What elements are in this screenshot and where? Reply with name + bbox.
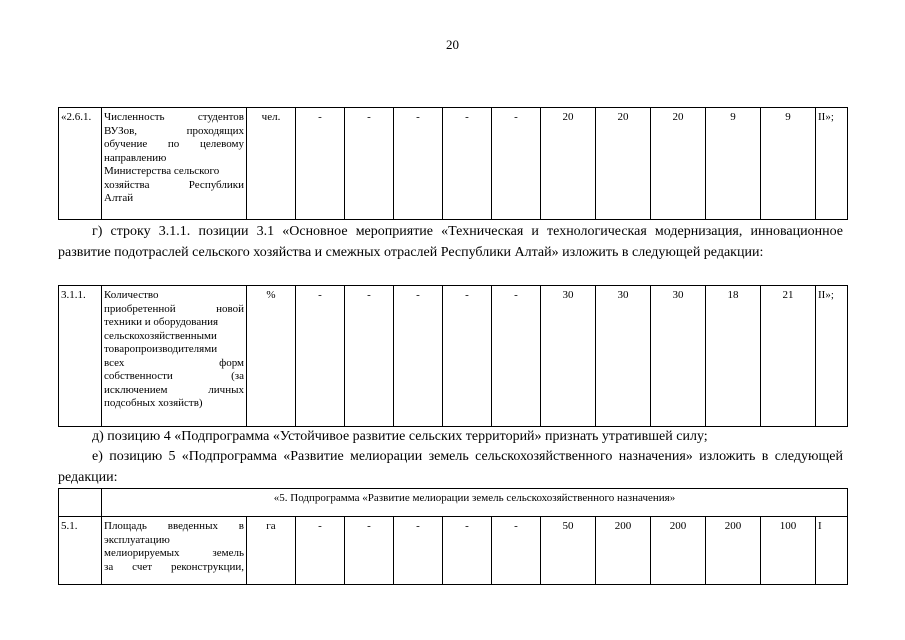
paragraph-d: д) позицию 4 «Подпрограмма «Устойчивое развитие сельских территорий» признать утратившей силу; <box>92 429 708 444</box>
value-cell: 30 <box>541 286 596 427</box>
value-cell: - <box>443 286 492 427</box>
value-cell: - <box>394 286 443 427</box>
value-cell: 9 <box>761 108 816 220</box>
value-cell: 30 <box>651 286 706 427</box>
value-cell: - <box>296 108 345 220</box>
unit-cell: % <box>247 286 296 427</box>
value-cell: 20 <box>651 108 706 220</box>
paragraph-g: г) строку 3.1.1. позиции 3.1 «Основное мероприятие «Техническая и технологическая модернизация, инновационное развитие подотраслей сельского хозяйства и смежных отраслей Республики Алтай» изложить в следующей редакции: <box>58 224 843 260</box>
value-cell: - <box>443 108 492 220</box>
indicator-name: Площадь введенных в эксплуатацию мелиорируемых земель за счет реконструкции, <box>102 517 247 585</box>
empty-cell <box>59 489 102 517</box>
page-number: 20 <box>446 37 459 52</box>
value-cell: 200 <box>651 517 706 585</box>
value-cell: 20 <box>541 108 596 220</box>
row-number: 3.1.1. <box>59 286 102 427</box>
indicator-name: Количество приобретенной новой техники и оборудования сельскохозяйственными товаропроизводителями всех форм собственности (за исключением личных подсобных хозяйств) <box>102 286 247 427</box>
value-cell: 200 <box>596 517 651 585</box>
value-cell: - <box>492 286 541 427</box>
value-cell: 100 <box>761 517 816 585</box>
indicator-name: Численность студентов ВУЗов, проходящих обучение по целевому направлению Министерства сельского хозяйства Республики Алтай <box>102 108 247 220</box>
row-number: 5.1. <box>59 517 102 585</box>
subprogram-title: «5. Подпрограмма «Развитие мелиорации земель сельскохозяйственного назначения» <box>102 489 848 517</box>
table-row <box>59 286 848 427</box>
value-cell: 21 <box>761 286 816 427</box>
indicator-table-2-6-1 <box>58 107 848 220</box>
value-cell: - <box>345 286 394 427</box>
paragraph-e: е) позицию 5 «Подпрограмма «Развитие мелиорации земель сельскохозяйственного назначения» изложить в следующей редакции: <box>58 449 843 485</box>
subprogram-5-table <box>58 488 848 585</box>
type-cell: I <box>816 517 848 585</box>
value-cell: 18 <box>706 286 761 427</box>
row-number: «2.6.1. <box>59 108 102 220</box>
subprogram-header-row <box>59 489 848 517</box>
value-cell: - <box>296 286 345 427</box>
table-row <box>59 517 848 585</box>
table-row <box>59 108 848 220</box>
value-cell: - <box>345 517 394 585</box>
value-cell: - <box>296 517 345 585</box>
type-cell: II»; <box>816 286 848 427</box>
type-cell: II»; <box>816 108 848 220</box>
indicator-table-3-1-1 <box>58 285 848 427</box>
value-cell: - <box>345 108 394 220</box>
value-cell: - <box>394 517 443 585</box>
value-cell: - <box>492 517 541 585</box>
value-cell: 50 <box>541 517 596 585</box>
value-cell: - <box>492 108 541 220</box>
unit-cell: чел. <box>247 108 296 220</box>
value-cell: - <box>394 108 443 220</box>
value-cell: 20 <box>596 108 651 220</box>
value-cell: - <box>443 517 492 585</box>
value-cell: 30 <box>596 286 651 427</box>
unit-cell: га <box>247 517 296 585</box>
value-cell: 9 <box>706 108 761 220</box>
value-cell: 200 <box>706 517 761 585</box>
